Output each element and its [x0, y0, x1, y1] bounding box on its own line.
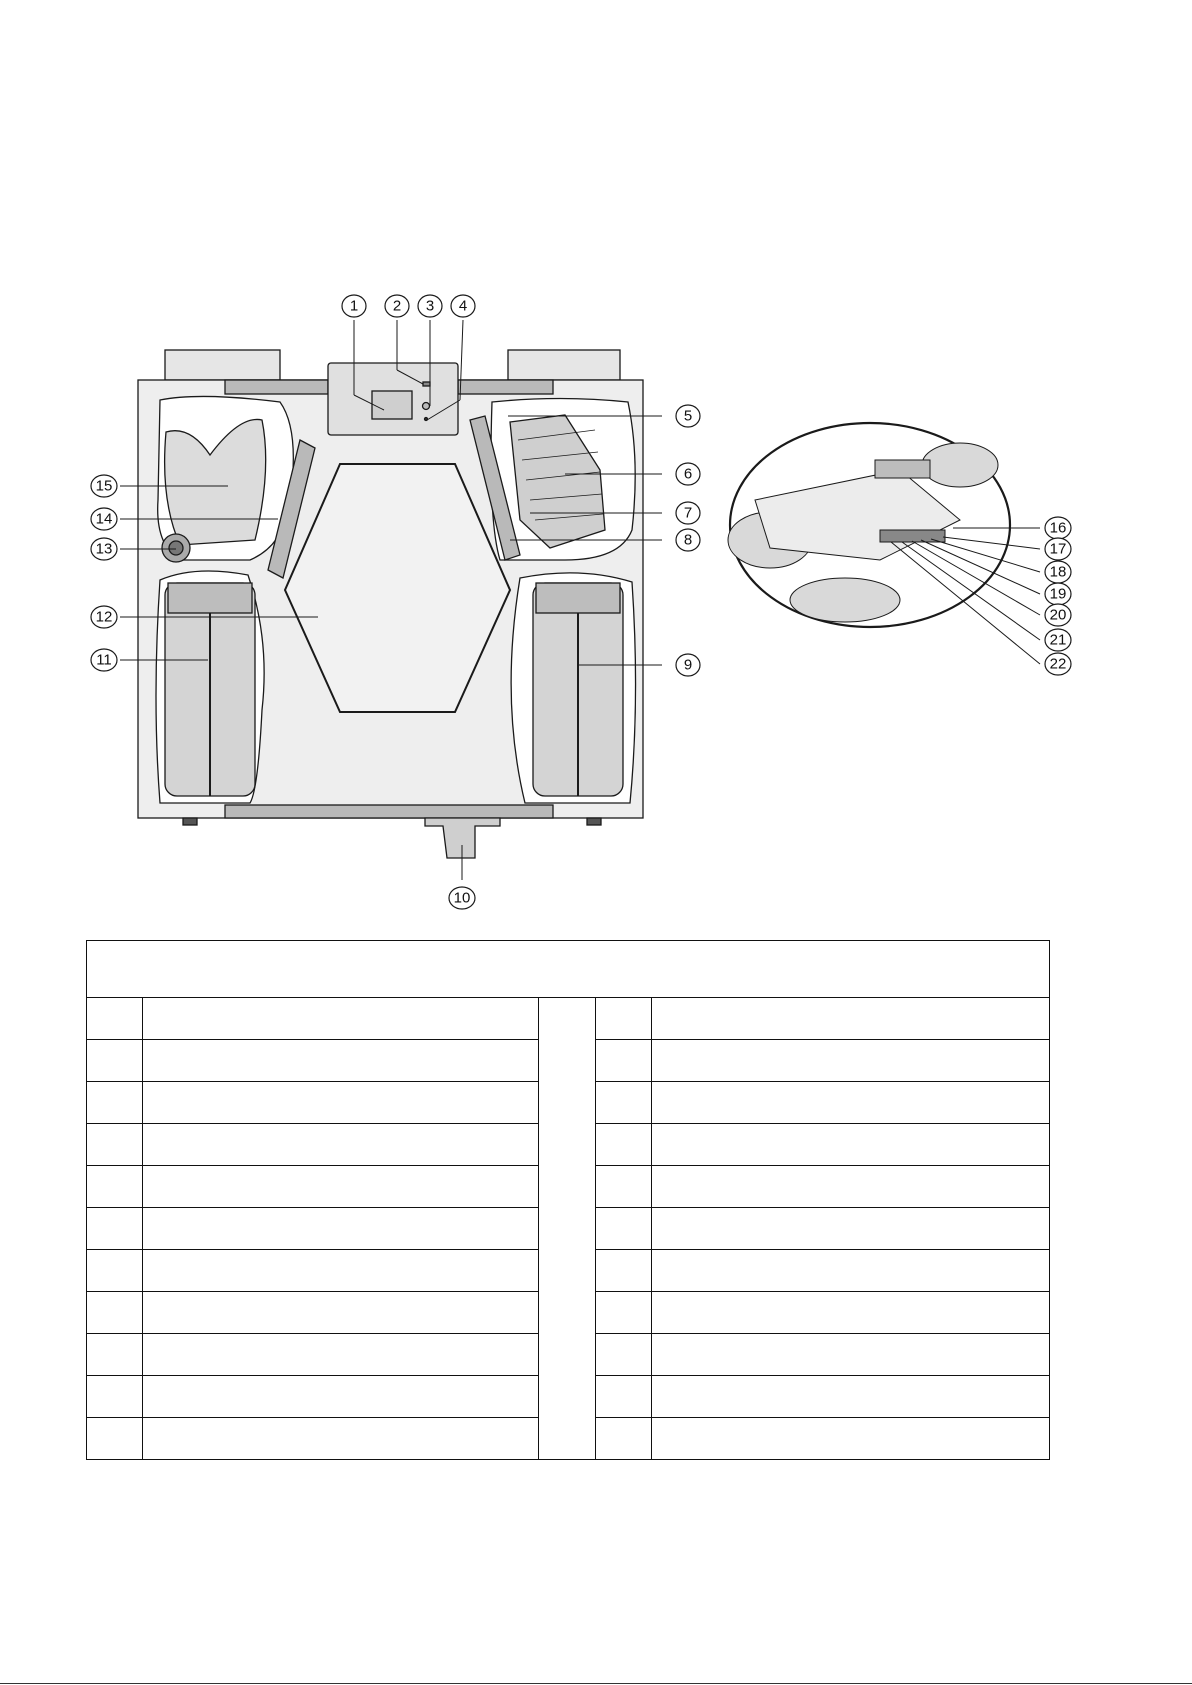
callout-12-label: 12: [95, 608, 113, 626]
top-rail-left: [225, 380, 328, 394]
duct-collar-left: [165, 350, 280, 380]
callout-14-label: 14: [95, 510, 113, 528]
legend-right-text: [652, 1208, 1050, 1250]
legend-left-text: [143, 1418, 539, 1460]
legend-right-text: [652, 1334, 1050, 1376]
legend-right-number: [596, 1208, 652, 1250]
legend-left-number: [87, 998, 143, 1040]
legend-right-number: [596, 1040, 652, 1082]
legend-left-text: [143, 1334, 539, 1376]
legend-left-number: [87, 1040, 143, 1082]
foot-right: [587, 818, 601, 825]
legend-left-text: [143, 1040, 539, 1082]
callout-8-label: 8: [683, 531, 693, 549]
callout-21-label: 21: [1049, 631, 1067, 649]
legend-left-text: [143, 998, 539, 1040]
legend-left-number: [87, 1418, 143, 1460]
legend-left-number: [87, 1208, 143, 1250]
callout-7-label: 7: [683, 504, 693, 522]
legend-right-text: [652, 1166, 1050, 1208]
callout-6-label: 6: [683, 465, 693, 483]
callout-17-label: 17: [1049, 540, 1067, 558]
legend-left-text: [143, 1250, 539, 1292]
callout-10-label: 10: [453, 889, 471, 907]
indicator-led: [423, 382, 430, 386]
legend-right-number: [596, 1334, 652, 1376]
legend-right-number: [596, 1124, 652, 1166]
callout-15-label: 15: [95, 477, 113, 495]
legend-left-number: [87, 1334, 143, 1376]
legend-right-number: [596, 1250, 652, 1292]
bottom-rail: [225, 805, 553, 818]
service-button: [423, 403, 430, 410]
foot-left: [183, 818, 197, 825]
callout-2-label: 2: [392, 297, 402, 315]
legend-right-text: [652, 1124, 1050, 1166]
callout-4-label: 4: [458, 297, 468, 315]
legend-right-text: [652, 1250, 1050, 1292]
callout-9-label: 9: [683, 656, 693, 674]
callout-3-label: 3: [425, 297, 435, 315]
legend-left-number: [87, 1376, 143, 1418]
legend-right-text: [652, 1292, 1050, 1334]
legend-right-text: [652, 1040, 1050, 1082]
legend-right-number: [596, 1376, 652, 1418]
legend-right-number: [596, 1292, 652, 1334]
legend-table: [86, 940, 1050, 1460]
legend-left-number: [87, 1124, 143, 1166]
callout-22-label: 22: [1049, 655, 1067, 673]
callout-16-label: 16: [1049, 519, 1067, 537]
callout-18-label: 18: [1049, 563, 1067, 581]
legend-left-number: [87, 1292, 143, 1334]
legend-right-number: [596, 1418, 652, 1460]
legend-right-number: [596, 998, 652, 1040]
callout-1-label: 1: [349, 297, 359, 315]
legend-left-number: [87, 1250, 143, 1292]
legend-title: [87, 941, 1050, 998]
callout-20-label: 20: [1049, 606, 1067, 624]
legend-right-text: [652, 1418, 1050, 1460]
legend-left-text: [143, 1208, 539, 1250]
legend-left-text: [143, 1376, 539, 1418]
callout-11-label: 11: [96, 651, 112, 669]
legend-right-text: [652, 998, 1050, 1040]
page-bottom-rule: [0, 1683, 1192, 1684]
callout-19-label: 19: [1049, 585, 1067, 603]
legend-row: [87, 998, 1050, 1040]
legend-right-number: [596, 1082, 652, 1124]
legend-left-text: [143, 1292, 539, 1334]
connector-detail-view: [728, 423, 1071, 675]
legend-right-text: [652, 1376, 1050, 1418]
duct-collar-right: [508, 350, 620, 380]
legend-left-number: [87, 1166, 143, 1208]
top-rail-right: [458, 380, 553, 394]
callout-13-label: 13: [95, 540, 113, 558]
callout-5-label: 5: [683, 407, 693, 425]
legend-left-text: [143, 1124, 539, 1166]
legend-right-text: [652, 1082, 1050, 1124]
display-screen: [372, 391, 412, 419]
legend-left-text: [143, 1166, 539, 1208]
legend-column-gap: [539, 998, 596, 1460]
legend-left-number: [87, 1082, 143, 1124]
legend-left-text: [143, 1082, 539, 1124]
legend-right-number: [596, 1166, 652, 1208]
legend-title-row: [87, 941, 1050, 998]
